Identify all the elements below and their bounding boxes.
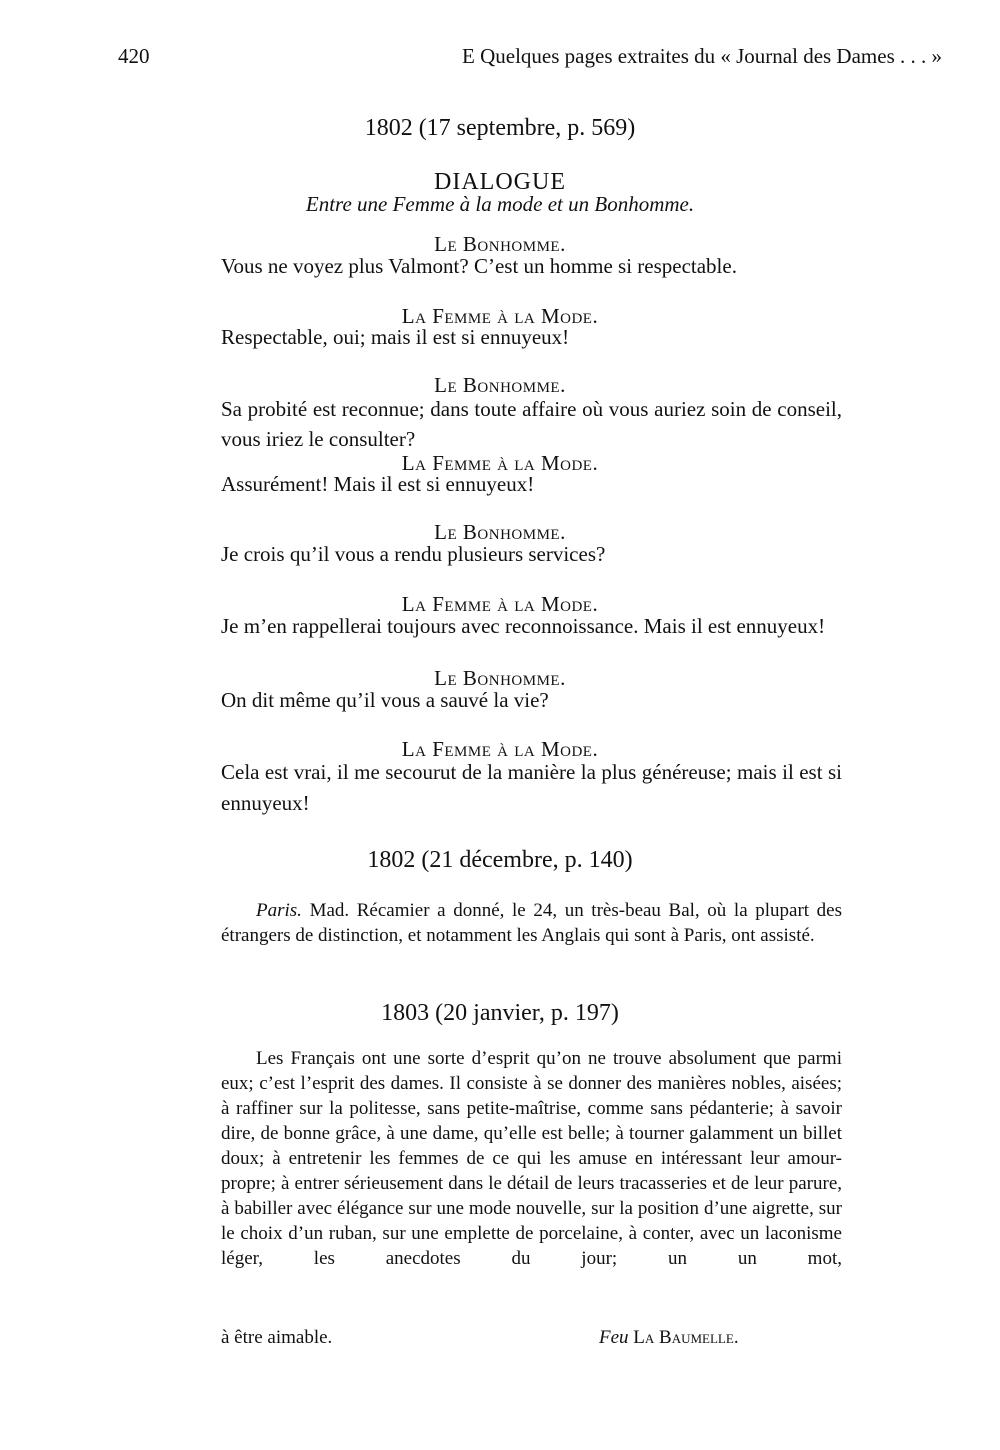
signature-prefix: Feu [599, 1327, 629, 1348]
section-heading-2: 1802 (21 décembre, p. 140) [367, 847, 633, 873]
dialogue-line: On dit même qu’il vous a sauvé la vie? [221, 688, 549, 712]
place-name: Paris. [256, 900, 302, 921]
speaker-name: Le Bonhomme. [434, 520, 566, 544]
dialogue-line: Respectable, oui; mais il est si ennuyeux! [221, 325, 570, 349]
speaker-name: La Femme à la Mode. [401, 451, 599, 475]
dialogue-line: Je crois qu’il vous a rendu plusieurs services? [221, 542, 606, 566]
dialogue-line: Vous ne voyez plus Valmont? C’est un homme si respectable. [221, 254, 737, 278]
speaker-name: La Femme à la Mode. [401, 737, 599, 761]
running-head: E Quelques pages extraites du « Journal des Dames . . . » [462, 44, 942, 68]
speaker-name: Le Bonhomme. [434, 232, 566, 256]
dialogue-subtitle: Entre une Femme à la mode et un Bonhomme. [305, 192, 695, 216]
section-heading-1: 1802 (17 septembre, p. 569) [364, 115, 636, 141]
speaker-name: Le Bonhomme. [434, 666, 566, 690]
essay-paragraph: Les Français ont une sorte d’esprit qu’on ne trouve absolument que parmi eux; c’est l’esprit des dames. Il consiste à se donner des manières nobles, aisées; à raffiner sur la politesse, sans petite-maîtrise, comme sans pédanterie; à savoir dire, de bonne grâce, à une dame, qu’elle est belle; à tourner galamment un billet doux; à entretenir les femmes de ce qui les amuse en intéressant leur amour-propre; à entrer sérieusement dans le détail de leurs tracasseries et de leur parure, à babiller avec élégance sur une mode nouvelle, sur la position d’une aigrette, sur le choix d’un ruban, sur une emplette de porcelaine, à conter, avec un laconisme léger, les anecdotes du jour; un un mot, [221, 1048, 842, 1269]
section-heading-3: 1803 (20 janvier, p. 197) [381, 1000, 619, 1026]
news-paragraph [221, 898, 842, 948]
speaker-name: Le Bonhomme. [434, 373, 566, 397]
page-header [118, 44, 942, 74]
dialogue-line: Sa probité est reconnue; dans toute affaire où vous auriez soin de conseil, vous iriez le consulter? [221, 397, 842, 451]
dialogue-line: Assurément! Mais il est si ennuyeux! [221, 472, 535, 496]
dialogue-title: DIALOGUE [434, 169, 566, 195]
signature-name: La Baumelle. [633, 1327, 739, 1348]
dialogue-line: Cela est vrai, il me secourut de la manière la plus généreuse; mais il est si ennuyeux! [221, 760, 842, 815]
speaker-name: La Femme à la Mode. [401, 592, 599, 616]
dialogue-line: Je m’en rappellerai toujours avec reconnoissance. Mais il est ennuyeux! [221, 614, 826, 638]
page-number: 420 [118, 44, 150, 68]
speaker-name: La Femme à la Mode. [401, 304, 599, 328]
essay-last-line: à être aimable. [221, 1327, 333, 1348]
author-signature [599, 1325, 739, 1350]
news-text: Mad. Récamier a donné, le 24, un très-beau Bal, où la plupart des étrangers de distinction, et notamment les Anglais qui sont à Paris, ont assisté. [221, 900, 842, 946]
